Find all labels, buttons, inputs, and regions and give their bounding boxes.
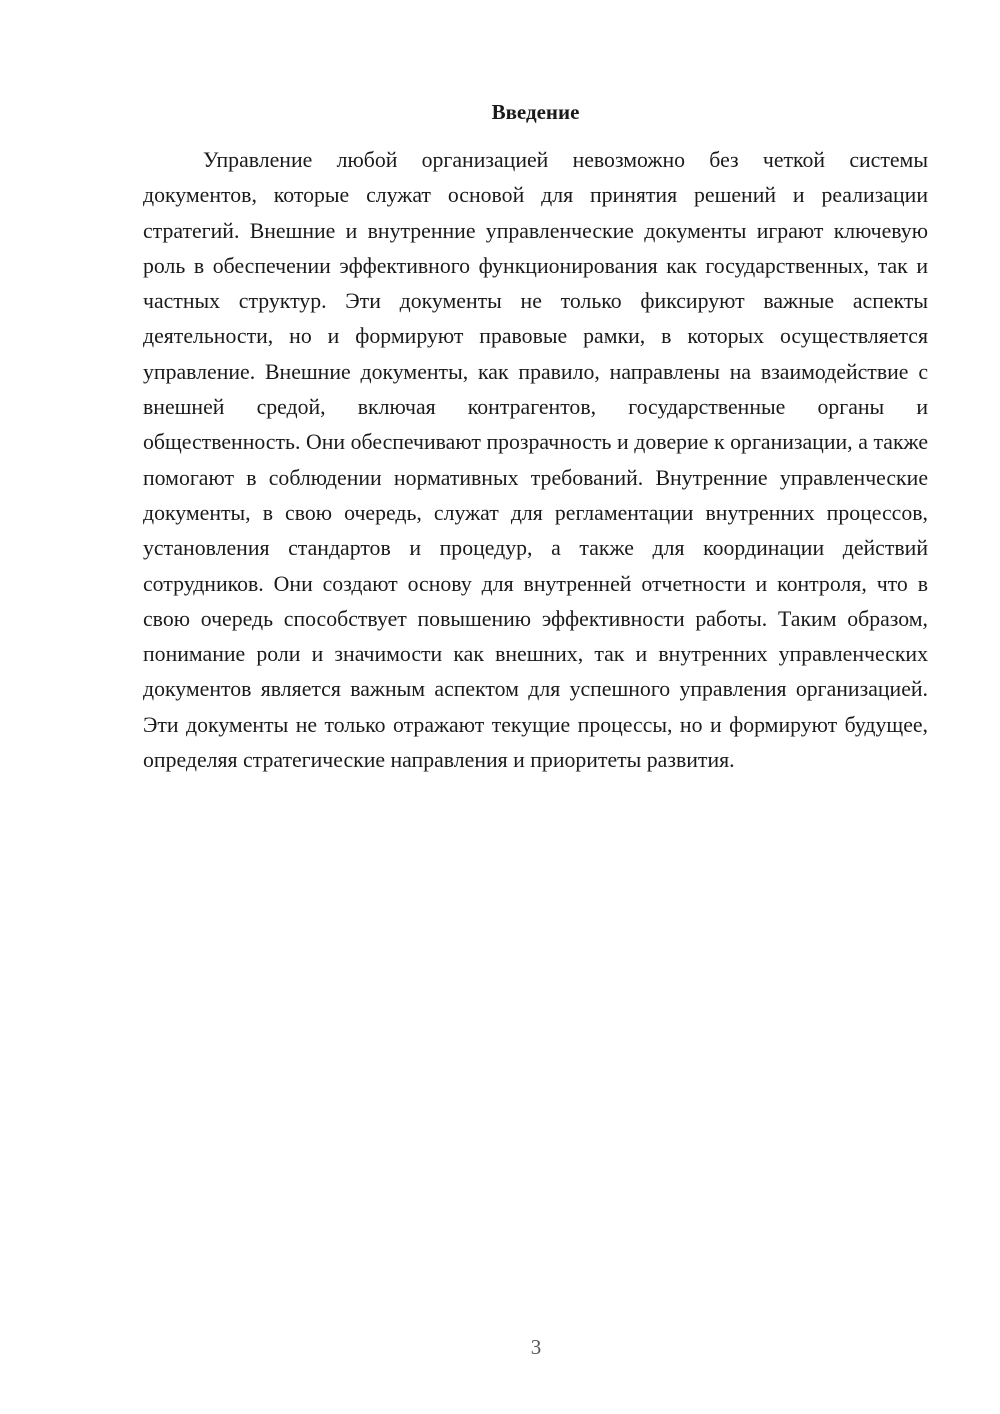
page-number: 3 bbox=[530, 1335, 542, 1359]
section-heading: Введение bbox=[491, 100, 580, 124]
body-paragraph: Управление любой организацией невозможно без четкой системы документов, которые служат основой для принятия решений и реализации стратегий. Внешние и внутренние управленческие документы играют ключевую роль в обеспечении эффективного функционирования как государственных, так и частных структур. Эти документы не только фиксируют важные аспекты деятельности, но и формируют правовые рамки, в которых осуществляется управление. Внешние документы, как правило, направлены на взаимодействие с внешней средой, включая контрагентов, государственные органы и общественность. Они обеспечивают прозрачность и доверие к организации, а также помогают в соблюдении нормативных требований. Внутренние управленческие документы, в свою очередь, служат для регламентации внутренних процессов, установления стандартов и процедур, а также для координации действий сотрудников. Они создают основу для внутренней отчетности и контроля, что в свою очередь способствует повышению эффективности работы. Таким образом, понимание роли и значимости как внешних, так и внутренних управленческих документов является важным аспектом для успешного управления организацией. Эти документы не только отражают текущие процессы, но и формируют будущее, определяя стратегические направления и приоритеты развития. bbox=[143, 148, 928, 773]
